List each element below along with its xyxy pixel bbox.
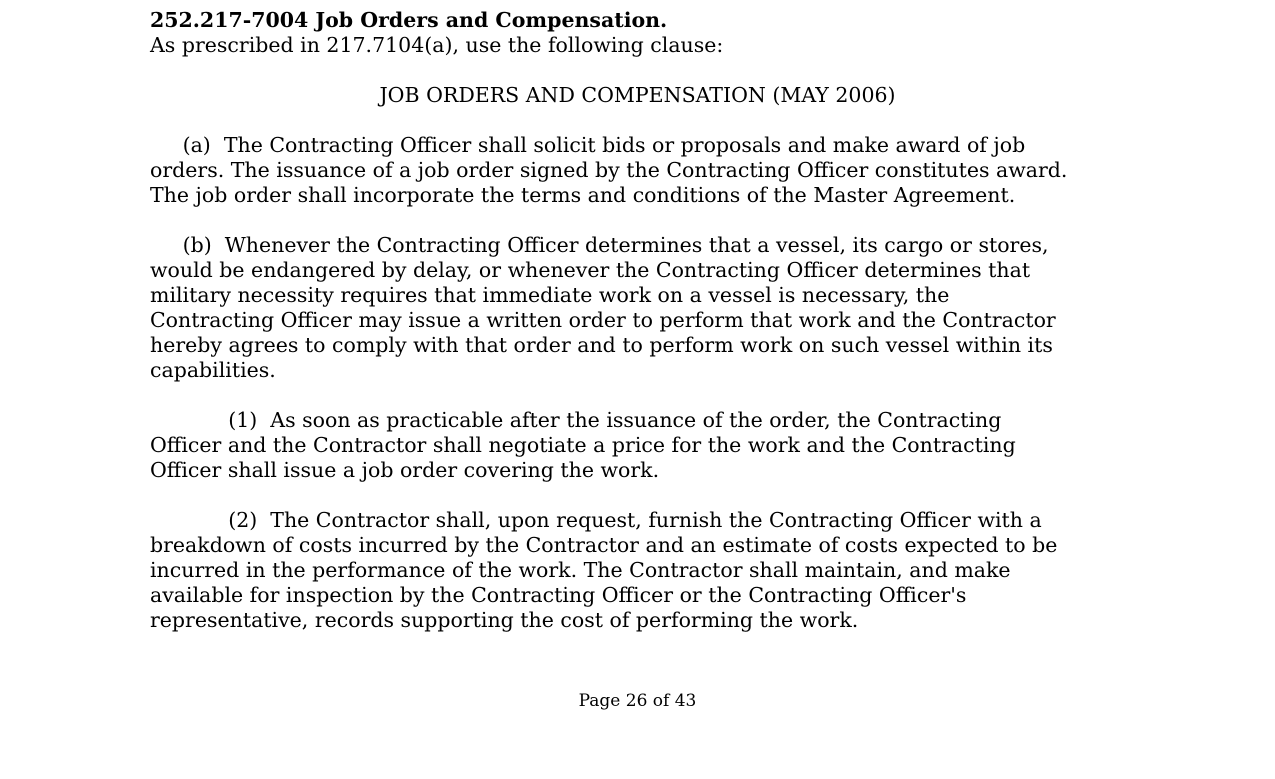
prescription-text: As prescribed in 217.7104(a), use the following clause: — [150, 33, 724, 57]
paragraph-line: (2) The Contractor shall, upon request, furnish the Contracting Officer with a — [150, 508, 1042, 532]
paragraph-b-1 — [150, 408, 1125, 483]
paragraph-line: representative, records supporting the cost of performing the work. — [150, 608, 859, 632]
paragraph-line: military necessity requires that immediate work on a vessel is necessary, the — [150, 283, 950, 307]
paragraph-line: Contracting Officer may issue a written order to perform that work and the Contractor — [150, 308, 1056, 332]
paragraph-b-2 — [150, 508, 1125, 633]
paragraph-line: would be endangered by delay, or whenever the Contracting Officer determines that — [150, 258, 1031, 282]
paragraph-line: orders. The issuance of a job order signed by the Contracting Officer constitutes award. — [150, 158, 1068, 182]
paragraph-line: The job order shall incorporate the terms and conditions of the Master Agreement. — [150, 183, 1016, 207]
paragraph-line: (b) Whenever the Contracting Officer determines that a vessel, its cargo or stores, — [150, 233, 1049, 257]
paragraph-line: hereby agrees to comply with that order and to perform work on such vessel within its — [150, 333, 1053, 357]
paragraph-line: breakdown of costs incurred by the Contractor and an estimate of costs expected to be — [150, 533, 1058, 557]
paragraph-line: Officer and the Contractor shall negotiate a price for the work and the Contracting — [150, 433, 1016, 457]
paragraph-line: Officer shall issue a job order covering the work. — [150, 458, 660, 482]
paragraph-line: available for inspection by the Contracting Officer or the Contracting Officer's — [150, 583, 967, 607]
section-heading: 252.217-7004 Job Orders and Compensation. — [150, 8, 668, 32]
paragraph-line: incurred in the performance of the work. The Contractor shall maintain, and make — [150, 558, 1011, 582]
document-page — [150, 8, 1125, 633]
paragraph-line: (1) As soon as practicable after the issuance of the order, the Contracting — [150, 408, 1002, 432]
paragraph-a — [150, 133, 1125, 208]
paragraph-line: capabilities. — [150, 358, 276, 382]
paragraph-line: (a) The Contracting Officer shall solicit bids or proposals and make award of job — [150, 133, 1026, 157]
paragraph-b — [150, 233, 1125, 383]
clause-title: JOB ORDERS AND COMPENSATION (MAY 2006) — [379, 83, 896, 107]
page-number-footer: Page 26 of 43 — [578, 691, 697, 711]
